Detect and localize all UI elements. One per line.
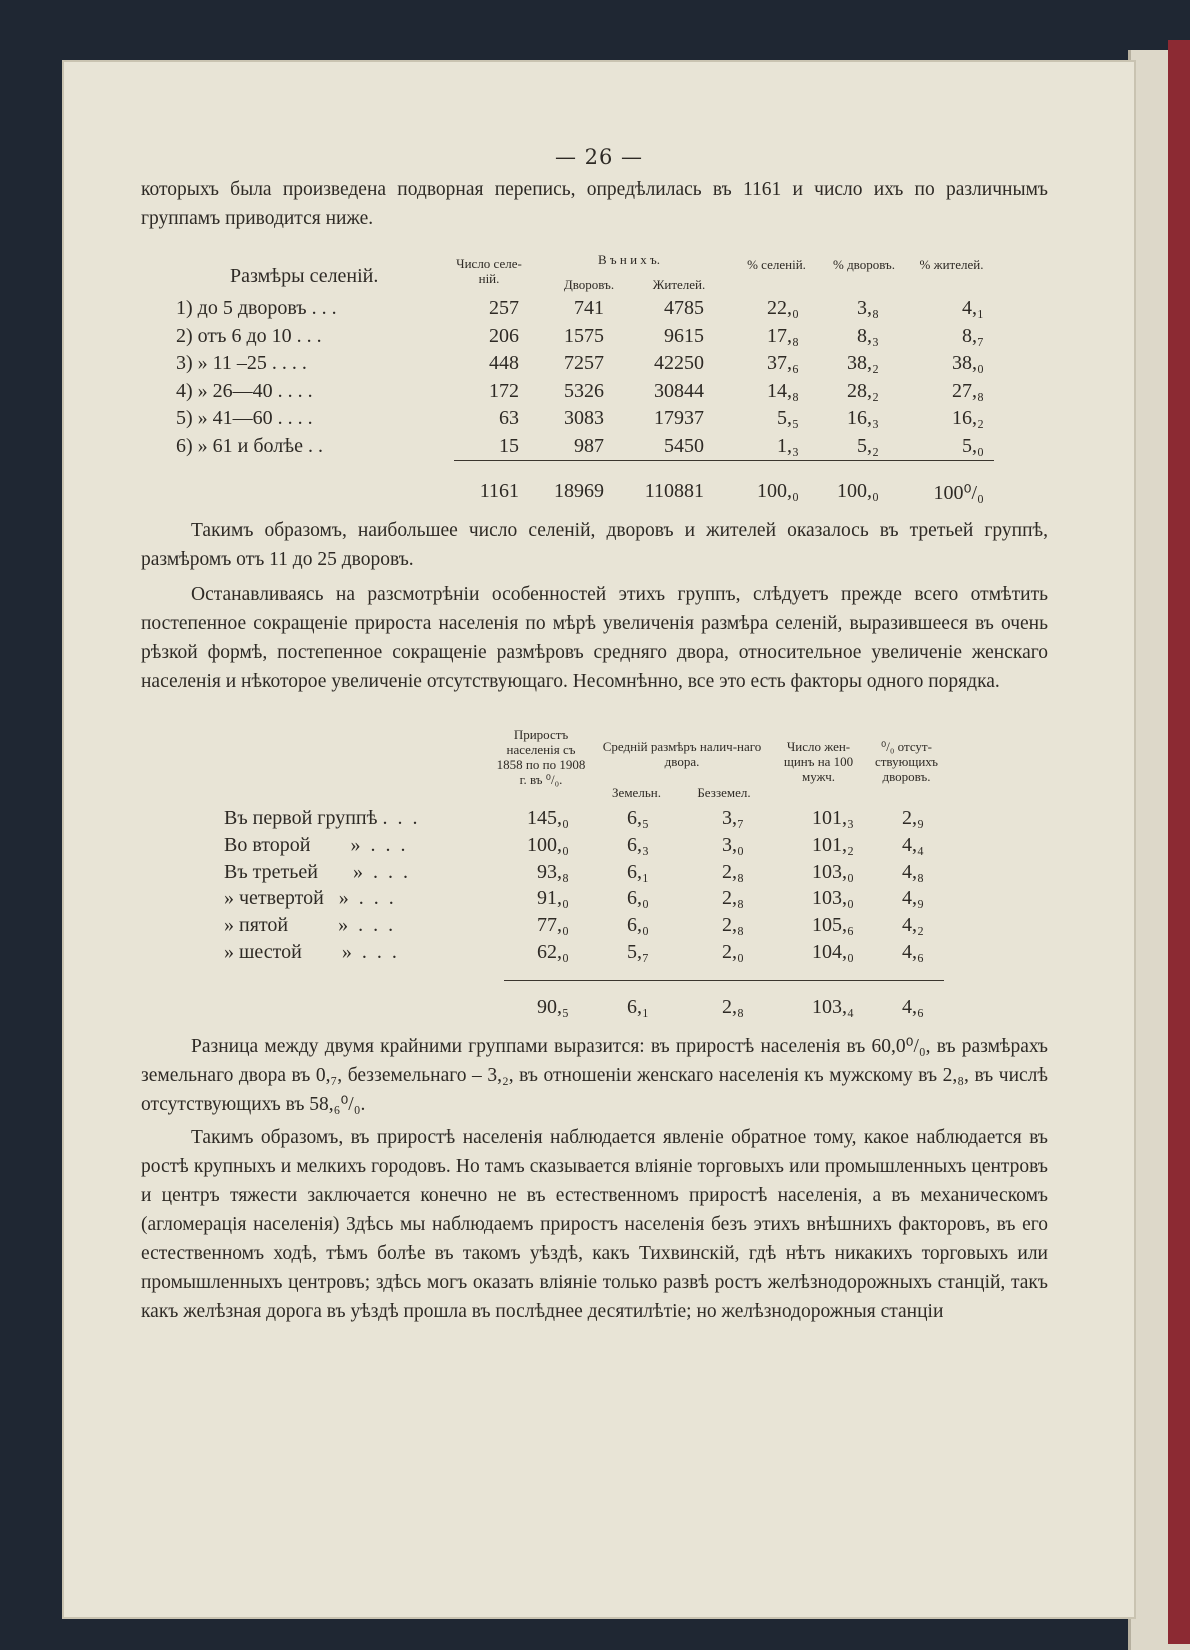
t2-cell-women: 101,₂ (812, 833, 854, 856)
t1-cell-pct_s: 17,₈ (767, 324, 799, 347)
t1-cell-pct_h: 8,₃ (857, 324, 879, 347)
t2-cell-label: » четвертой » . . . (224, 887, 394, 910)
total-residents: 110881 (644, 480, 704, 502)
paragraph-4 (141, 1032, 1048, 1119)
t2-cell-landless: 3,₀ (722, 833, 744, 856)
t1-cell-count: 257 (489, 297, 519, 319)
table2-total-rule (504, 980, 944, 981)
t2-cell-landed: 5,₇ (627, 941, 649, 963)
t1-cell-residents: 5450 (664, 434, 704, 457)
book-spine (1168, 40, 1190, 1644)
header-women: Число жен-щинъ на 100 мужч. (783, 739, 854, 784)
t2-cell-label: Во второй » . . . (224, 833, 406, 856)
total-pct-residents: 100⁰/₀ (933, 482, 984, 504)
t1-cell-residents: 4785 (664, 297, 704, 319)
header-households: Дворовъ. (563, 277, 615, 292)
t2-cell-absent: 4,₈ (902, 860, 924, 883)
t1-cell-count: 172 (489, 379, 519, 402)
intro-paragraph: которыхъ была произведена подворная перепись, опредѣлилась въ 1161 и число ихъ по различнымъ группамъ приводится ниже. (141, 179, 1048, 229)
t1-cell-count: 15 (499, 434, 519, 457)
t1-cell-pct_r: 4,₁ (962, 297, 984, 319)
header-absent: ⁰/₀ отсут-ствующихъ дворовъ. (874, 739, 939, 784)
t1-cell-pct_h: 5,₂ (857, 434, 879, 457)
paragraph-5-text: Такимъ образомъ, въ приростѣ населенія наблюдается явленіе обратное тому, какое наблюдается въ ростѣ крупныхъ и мелкихъ городовъ. Но тамъ сказывается вліяніе торговыхъ или промышленныхъ центровъ и центръ тяжести заключается конечно не въ естественномъ приростѣ населенія, а въ механическомъ (агломерація населенія) Здѣсь мы наблюдаемъ приростъ населенія безъ этихъ внѣшнихъ факторовъ, въ его естественномъ ходѣ, тѣмъ болѣе въ такомъ уѣздѣ, какъ Тихвинскій, гдѣ нѣтъ никакихъ торговыхъ или промышленныхъ центровъ; здѣсь могъ оказать вліяніе только развѣ ростъ желѣзнодорожныхъ станцій, такъ какъ желѣзная дорога въ уѣздѣ прошла въ послѣднее десятилѣтіе; но желѣзнодорожныя станціи (141, 1127, 1048, 1322)
t1-cell-label: 2) отъ 6 до 10 . . . (176, 324, 322, 347)
t1-cell-pct_h: 28,₂ (847, 379, 879, 402)
t1-cell-households: 3083 (564, 407, 604, 429)
t1-cell-count: 206 (489, 324, 519, 347)
t2-cell-landless: 2,₈ (722, 887, 744, 910)
t1-cell-pct_r: 5,₀ (962, 434, 984, 457)
t2-cell-absent: 4,₄ (902, 833, 924, 856)
t2-cell-label: Въ первой группѣ . . . (224, 807, 418, 829)
t2-cell-landed: 6,₀ (627, 887, 649, 910)
paragraph-4-text: Разница между двумя крайними группами выразится: въ приростѣ населенія въ 60,0⁰/₀, въ размѣрахъ земельнаго двора въ 0,₇, безземельнаго – 3,₂, въ отношеніи женскаго населенія къ мужскому въ 2,₈, въ числѣ отсутствующихъ въ 58,₆⁰/₀. (141, 1036, 1048, 1115)
t1-cell-pct_r: 8,₇ (962, 324, 984, 347)
t2-total-landed: 6,₁ (627, 996, 649, 1018)
t1-cell-pct_r: 27,₈ (952, 379, 984, 402)
t2-cell-label: » пятой » . . . (224, 914, 394, 937)
t2-cell-landed: 6,₅ (627, 807, 649, 829)
t1-cell-households: 5326 (564, 379, 604, 402)
t2-cell-landed: 6,₁ (627, 860, 649, 883)
header-residents: Жителей. (652, 277, 706, 292)
t1-cell-pct_r: 38,₀ (952, 352, 984, 374)
header-count: Число селе-ній. (456, 256, 522, 286)
t2-cell-absent: 4,₂ (902, 914, 924, 937)
header-pct-residents: % жителей. (919, 257, 984, 272)
t1-cell-pct_h: 3,₈ (857, 297, 879, 319)
t1-cell-count: 448 (489, 352, 519, 374)
header-pct-households: % дворовъ. (832, 257, 896, 272)
t1-cell-households: 7257 (564, 352, 604, 374)
t2-cell-label: » шестой » . . . (224, 941, 397, 963)
t1-cell-label: 6) » 61 и болѣе . . (176, 434, 323, 457)
header-pct-settlements: % селеній. (747, 257, 806, 272)
paragraph-3-text: Останавливаясь на разсмотрѣніи особенностей этихъ группъ, слѣдуетъ прежде всего отмѣтить постепенное сокращеніе прироста населенія по мѣрѣ увеличенія размѣра селеній, выразившееся въ очень рѣзкой формѣ, постепенное сокращеніе размѣровъ средняго двора, относительное увеличеніе женскаго населенія и нѣкоторое увеличеніе отсутствующаго. Несомнѣнно, все это есть факторы одного порядка. (141, 584, 1048, 692)
t1-cell-count: 63 (499, 407, 519, 429)
t2-cell-absent: 4,₆ (902, 941, 924, 963)
total-pct-households: 100,₀ (837, 480, 879, 502)
t1-cell-pct_s: 5,₅ (777, 407, 799, 429)
t2-cell-growth: 93,₈ (537, 860, 569, 883)
t2-cell-landless: 2,₀ (722, 941, 744, 963)
header-sizes: Размѣры селеній. (230, 265, 379, 287)
t2-cell-landless: 2,₈ (722, 860, 744, 883)
t1-cell-label: 4) » 26—40 . . . . (176, 379, 313, 402)
paragraph-3 (141, 580, 1048, 696)
t1-cell-pct_s: 22,₀ (767, 297, 799, 319)
t1-cell-pct_h: 16,₃ (847, 407, 879, 429)
t2-total-women: 103,₄ (812, 996, 854, 1018)
t2-total-landless: 2,₈ (722, 996, 744, 1018)
paragraph-2-text: Такимъ образомъ, наибольшее число селеній, дворовъ и жителей оказалось въ третьей группѣ, размѣромъ отъ 11 до 25 дворовъ. (141, 520, 1048, 570)
total-pct-settlements: 100,₀ (757, 480, 799, 502)
header-avg-size: Средній размѣръ налич-наго двора. (602, 739, 762, 769)
t1-cell-pct_s: 1,₃ (777, 434, 799, 457)
header-landless: Безземел. (697, 785, 751, 800)
t1-cell-pct_s: 37,₆ (767, 352, 799, 374)
t2-cell-growth: 62,₀ (537, 941, 569, 963)
t2-cell-landless: 3,₇ (722, 807, 744, 829)
header-growth: Приростъ населенія съ 1858 по по 1908 г. въ ⁰/₀. (496, 727, 586, 787)
page-number: — 26 — (554, 145, 644, 169)
t1-cell-households: 1575 (564, 324, 604, 347)
t2-total-absent: 4,₆ (902, 996, 924, 1018)
t1-cell-label: 1) до 5 дворовъ . . . (176, 297, 337, 319)
t1-cell-label: 5) » 41—60 . . . . (176, 407, 313, 429)
t2-cell-growth: 145,₀ (527, 807, 569, 829)
t1-cell-pct_r: 16,₂ (952, 407, 984, 429)
t2-cell-absent: 4,₉ (902, 887, 924, 910)
document-page (64, 62, 1134, 1617)
t2-cell-growth: 100,₀ (527, 833, 569, 856)
t1-cell-residents: 9615 (664, 324, 704, 347)
total-households: 18969 (554, 480, 604, 502)
t2-cell-women: 105,₆ (812, 914, 854, 937)
t1-cell-pct_s: 14,₈ (767, 379, 799, 402)
t2-cell-label: Въ третьей » . . . (224, 860, 408, 883)
t2-cell-landless: 2,₈ (722, 914, 744, 937)
t2-cell-women: 104,₀ (812, 941, 854, 963)
t1-cell-residents: 30844 (654, 379, 704, 402)
t1-cell-households: 741 (574, 297, 604, 319)
paragraph-5 (141, 1123, 1048, 1326)
t2-total-growth: 90,₅ (537, 996, 569, 1018)
t1-cell-households: 987 (574, 434, 604, 457)
t2-cell-landed: 6,₃ (627, 833, 649, 856)
t2-cell-women: 103,₀ (812, 887, 854, 910)
paragraph-2 (141, 516, 1048, 574)
t1-cell-pct_h: 38,₂ (847, 352, 879, 374)
table1-total-rule (454, 460, 994, 461)
t2-cell-landed: 6,₀ (627, 914, 649, 937)
header-in-them: В ъ н и х ъ. (597, 252, 661, 267)
t2-cell-growth: 91,₀ (537, 887, 569, 910)
t2-cell-women: 103,₀ (812, 860, 854, 883)
t1-cell-residents: 17937 (654, 407, 704, 429)
t2-cell-absent: 2,₉ (902, 807, 924, 829)
header-landed: Земельн. (612, 785, 661, 800)
t2-cell-growth: 77,₀ (537, 914, 569, 937)
t1-cell-label: 3) » 11 –25 . . . . (176, 352, 307, 374)
total-count: 1161 (479, 480, 519, 502)
t2-cell-women: 101,₃ (812, 807, 854, 829)
t1-cell-residents: 42250 (654, 352, 704, 374)
